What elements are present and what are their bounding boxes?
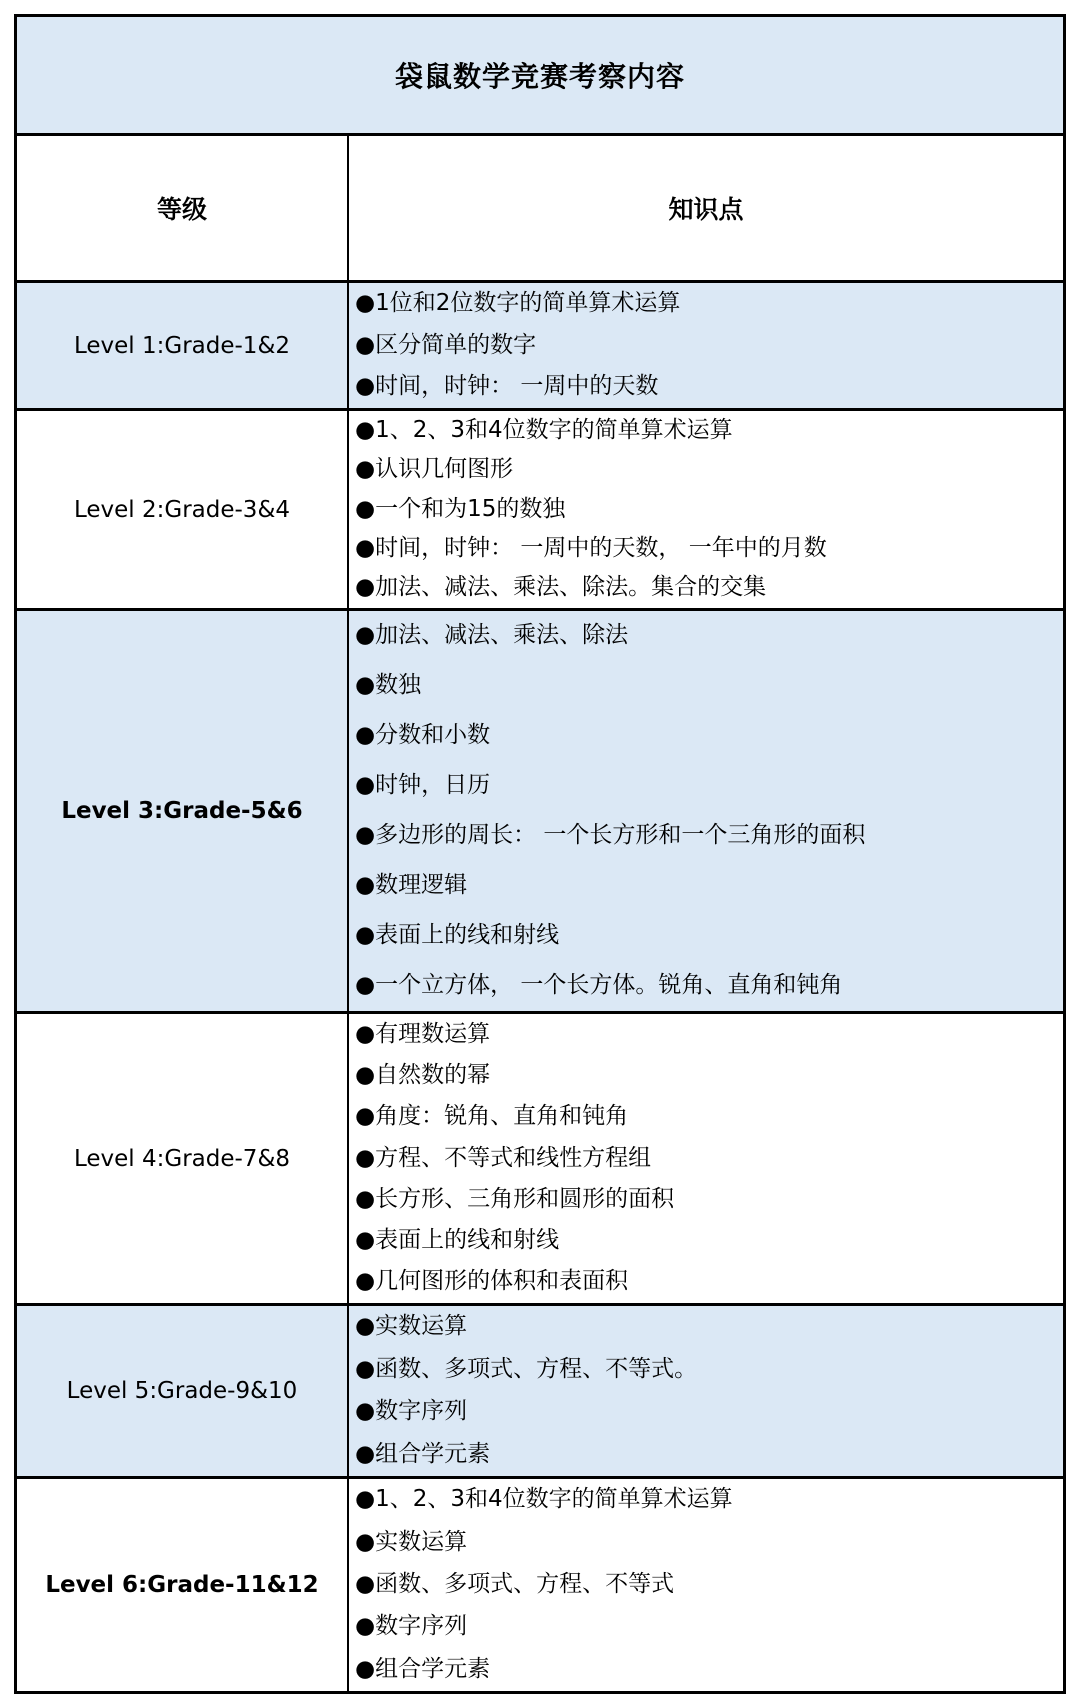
knowledge-point: ●时间，时钟： 一周中的天数 <box>355 373 659 400</box>
knowledge-point: ●自然数的幂 <box>355 1061 491 1088</box>
knowledge-point: ●长方形、三角形和圆形的面积 <box>355 1185 675 1212</box>
knowledge-point: ●时间，时钟： 一周中的天数， 一年中的月数 <box>355 534 827 561</box>
knowledge-point: ●1、2、3和4位数字的简单算术运算 <box>355 416 733 443</box>
knowledge-points-list <box>349 411 1063 608</box>
knowledge-point: ●实数运算 <box>355 1313 468 1340</box>
knowledge-points-list <box>349 1014 1063 1303</box>
knowledge-point: ●一个立方体， 一个长方体。锐角、直角和钝角 <box>355 972 843 999</box>
table-header-row <box>17 133 1063 280</box>
level-label: Level 6:Grade-11&12 <box>17 1479 349 1691</box>
table-title: 袋鼠数学竞赛考察内容 <box>394 60 685 93</box>
knowledge-point: ●函数、多项式、方程、不等式 <box>355 1571 675 1598</box>
table-row <box>17 1476 1063 1691</box>
table-title-row <box>17 17 1063 133</box>
knowledge-point: ●多边形的周长： 一个长方形和一个三角形的面积 <box>355 822 866 849</box>
table-row <box>17 1011 1063 1303</box>
knowledge-points-list <box>349 283 1063 408</box>
table-row <box>17 408 1063 608</box>
knowledge-point: ●1位和2位数字的简单算术运算 <box>355 289 681 316</box>
knowledge-point: ●数独 <box>355 672 422 699</box>
table-row <box>17 1303 1063 1476</box>
column-header-points: 知识点 <box>668 195 744 224</box>
knowledge-points-list <box>349 611 1063 1011</box>
level-label: Level 5:Grade-9&10 <box>17 1306 349 1476</box>
level-label: Level 2:Grade-3&4 <box>17 411 349 608</box>
knowledge-point: ●数字序列 <box>355 1398 468 1425</box>
table-body <box>17 280 1063 1691</box>
kangaroo-content-table <box>14 14 1066 1694</box>
knowledge-point: ●角度：锐角、直角和钝角 <box>355 1103 629 1130</box>
knowledge-point: ●数理逻辑 <box>355 872 468 899</box>
table-row <box>17 608 1063 1011</box>
knowledge-point: ●组合学元素 <box>355 1440 491 1467</box>
level-label: Level 3:Grade-5&6 <box>17 611 349 1011</box>
knowledge-point: ●时钟，日历 <box>355 772 491 799</box>
knowledge-point: ●实数运算 <box>355 1528 468 1555</box>
knowledge-point: ●区分简单的数字 <box>355 331 537 358</box>
knowledge-point: ●几何图形的体积和表面积 <box>355 1268 629 1295</box>
knowledge-point: ●1、2、3和4位数字的简单算术运算 <box>355 1486 733 1513</box>
knowledge-point: ●一个和为15的数独 <box>355 495 566 522</box>
level-label: Level 1:Grade-1&2 <box>17 283 349 408</box>
knowledge-points-list <box>349 1479 1063 1691</box>
knowledge-point: ●表面上的线和射线 <box>355 922 560 949</box>
knowledge-points-list <box>349 1306 1063 1476</box>
level-label: Level 4:Grade-7&8 <box>17 1014 349 1303</box>
knowledge-point: ●加法、减法、乘法、除法 <box>355 622 629 649</box>
knowledge-point: ●组合学元素 <box>355 1655 491 1682</box>
table-row <box>17 280 1063 408</box>
knowledge-point: ●方程、不等式和线性方程组 <box>355 1144 652 1171</box>
knowledge-point: ●表面上的线和射线 <box>355 1227 560 1254</box>
knowledge-point: ●认识几何图形 <box>355 456 514 483</box>
knowledge-point: ●函数、多项式、方程、不等式。 <box>355 1355 698 1382</box>
knowledge-point: ●数字序列 <box>355 1613 468 1640</box>
knowledge-point: ●分数和小数 <box>355 722 491 749</box>
column-header-level: 等级 <box>17 136 349 280</box>
knowledge-point: ●有理数运算 <box>355 1020 491 1047</box>
knowledge-point: ●加法、减法、乘法、除法。集合的交集 <box>355 574 767 601</box>
